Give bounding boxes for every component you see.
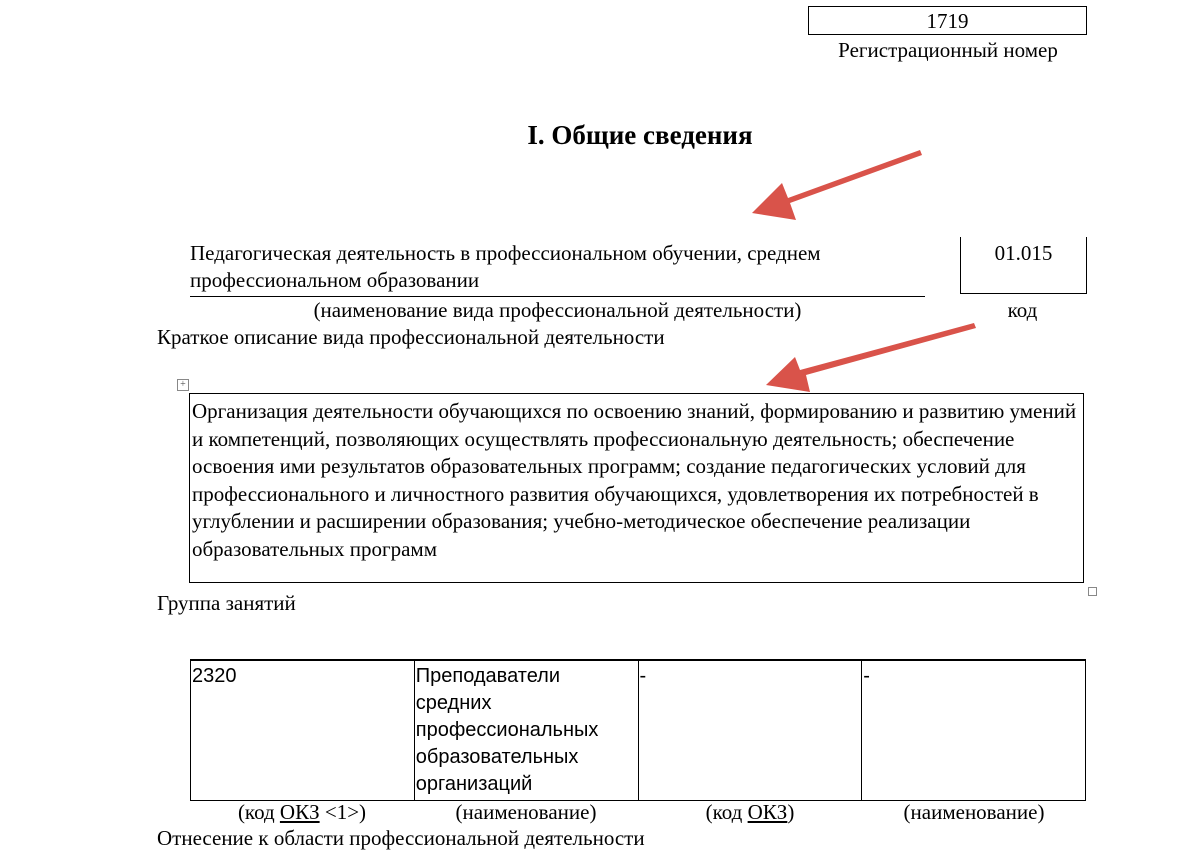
- caption-text: <1>): [319, 800, 367, 824]
- activity-code: 01.015: [960, 237, 1087, 294]
- arrow-icon: [766, 323, 976, 392]
- caption-text: (код: [237, 800, 280, 824]
- activity-code-caption: код: [1007, 298, 1038, 322]
- caption-text: (код: [705, 800, 748, 824]
- group-label: Группа занятий: [157, 591, 296, 615]
- brief-description-label: Краткое описание вида профессиональной деятельности: [157, 325, 665, 349]
- okz-link[interactable]: ОКЗ: [747, 800, 788, 824]
- description-box: Организация деятельности обучающихся по освоению знаний, формированию и развитию умений и компетенций, позволяющих осуществлять профессиональную деятельность; обеспечение освоения ими результатов образовательных программ; создание педагогических условий для профессионального и личностного развития обучающихся, удовлетворения их потребностей в углублении и расширении образования; учебно-методическое обеспечение реализации образовательных программ: [189, 393, 1084, 583]
- next-section-label: Отнесение к области профессиональной деятельности: [157, 826, 645, 850]
- okz-name-cell-2: -: [862, 660, 1086, 801]
- arrow-icon: [752, 150, 922, 220]
- caption-name: (наименование): [455, 800, 597, 824]
- activity-name-caption: (наименование вида профессиональной деятельности): [313, 298, 802, 322]
- activity-name: Педагогическая деятельность в профессиональном обучении, среднем профессиональном образовании: [190, 240, 925, 297]
- okz-code-cell-2: -: [638, 660, 862, 801]
- registration-number: 1719: [808, 6, 1087, 35]
- section-title: I. Общие сведения: [527, 120, 753, 150]
- okz-name-cell: Преподаватели средних профессиональных образовательных организаций: [414, 660, 638, 801]
- caption-name-2: (наименование): [903, 800, 1045, 824]
- table-move-handle-icon[interactable]: +: [177, 379, 189, 391]
- okz-code-cell: 2320: [191, 660, 415, 801]
- caption-text: ): [787, 800, 795, 824]
- okz-link[interactable]: ОКЗ: [279, 800, 320, 824]
- registration-label: Регистрационный номер: [838, 38, 1058, 62]
